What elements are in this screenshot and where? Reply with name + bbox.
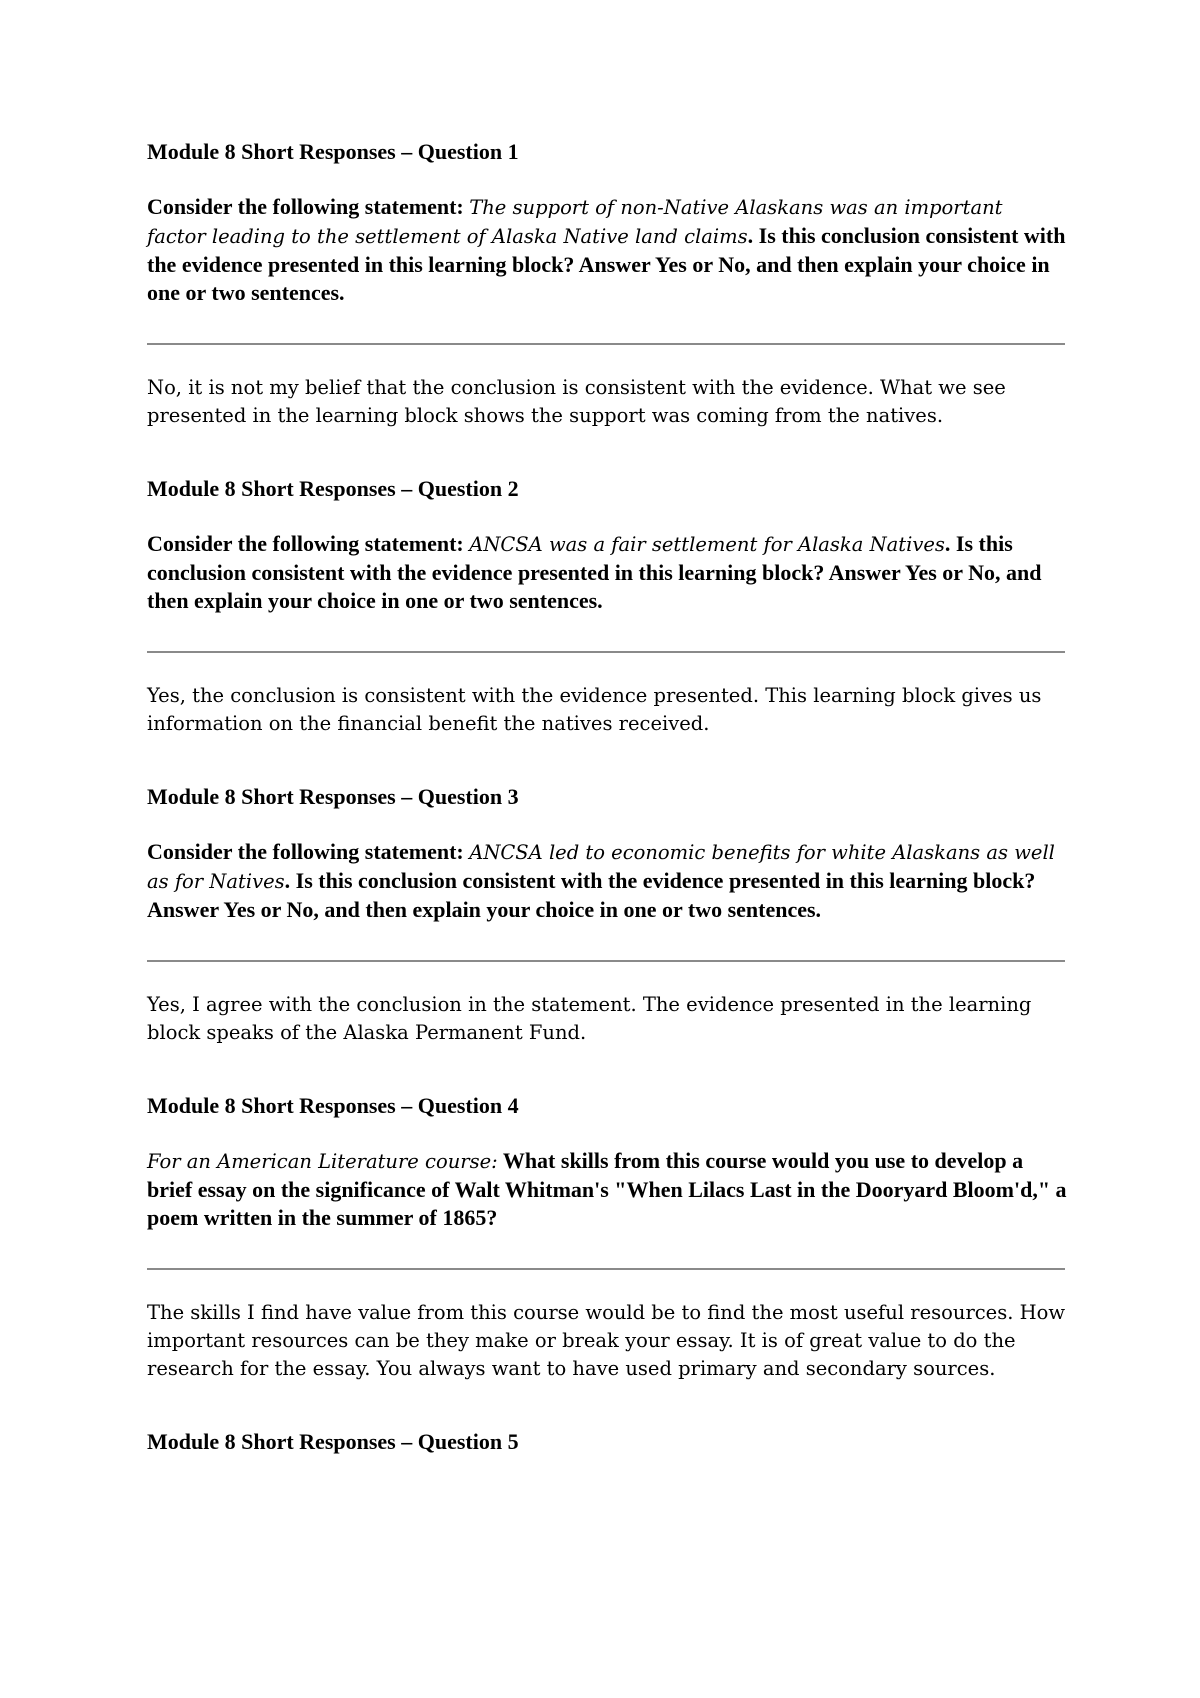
prompt-lead: Consider the following statement: [147,194,470,219]
prompt-statement: The support of non-Native Alaskans was an important factor leading to the settlement of Alaska Native land claims [147,196,1003,248]
question-heading: Module 8 Short Responses – Question 1 [147,139,519,164]
question-prompt [147,838,1067,924]
prompt-lead: Consider the following statement: [147,531,470,556]
question-prompt [147,1147,1067,1232]
question-block-2 [147,475,1067,738]
question-block-5 [147,1428,1067,1456]
document-page [147,138,1067,1501]
question-heading: Module 8 Short Responses – Question 3 [147,784,519,809]
question-block-3 [147,783,1067,1047]
answer-text: The skills I find have value from this course would be to find the most useful resources. How important resources can be they make or break your essay. It is of great value to do the research for the essay. You always want to have used primary and secondary sources. [147,1301,1066,1380]
question-heading: Module 8 Short Responses – Question 5 [147,1429,519,1454]
prompt-instruction: What skills from this course would you use to develop a brief essay on the significance of Walt Whitman's "When Lilacs Last in the Dooryard Bloom'd," a poem written in the summer of 1865? [147,1148,1067,1230]
prompt-statement: ANCSA was a fair settlement for Alaska Natives [469,533,945,556]
divider-rule [147,343,1065,345]
divider-rule [147,960,1065,962]
question-block-1 [147,138,1067,430]
answer-text: Yes, I agree with the conclusion in the statement. The evidence presented in the learning block speaks of the Alaska Permanent Fund. [147,993,1032,1044]
divider-rule [147,1268,1065,1270]
question-block-4 [147,1092,1067,1383]
prompt-instruction: . Is this conclusion consistent with the evidence presented in this learning block? Answer Yes or No, and then explain your choice in one or two sentences. [147,223,1066,305]
answer-text: Yes, the conclusion is consistent with the evidence presented. This learning block gives us information on the financial benefit the natives received. [147,684,1042,735]
prompt-instruction: . Is this conclusion consistent with the evidence presented in this learning block? Answer Yes or No, and then explain your choice in one or two sentences. [147,868,1036,922]
question-prompt [147,530,1067,615]
question-heading: Module 8 Short Responses – Question 4 [147,1093,519,1118]
prompt-statement: ANCSA led to economic benefits for white Alaskans as well as for Natives [147,841,1055,893]
prompt-instruction: . Is this conclusion consistent with the evidence presented in this learning block? Answer Yes or No, and then explain your choice in one or two sentences. [147,531,1042,613]
question-prompt [147,193,1067,307]
prompt-lead: Consider the following statement: [147,839,470,864]
prompt-statement: For an American Literature course: [147,1150,498,1173]
answer-text: No, it is not my belief that the conclusion is consistent with the evidence. What we see presented in the learning block shows the support was coming from the natives. [147,376,1006,427]
divider-rule [147,651,1065,653]
question-heading: Module 8 Short Responses – Question 2 [147,476,519,501]
